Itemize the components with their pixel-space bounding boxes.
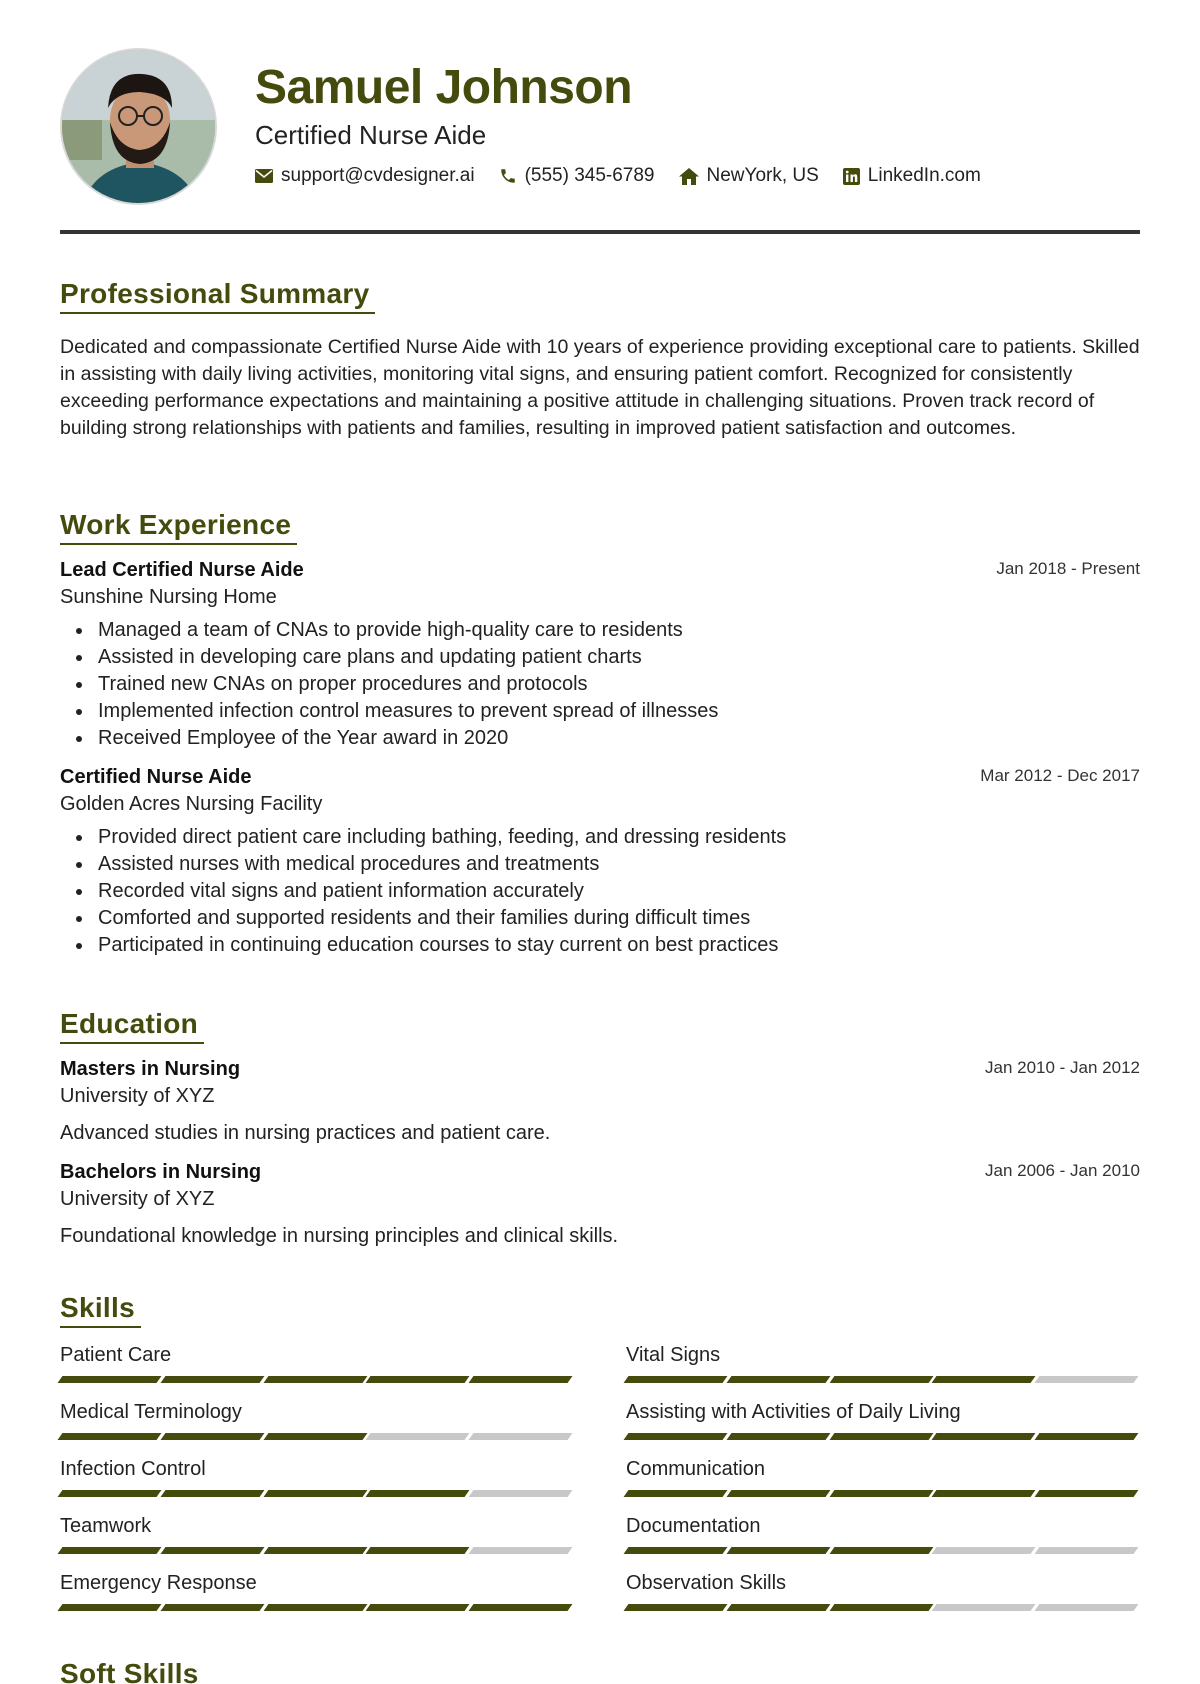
phone-icon	[499, 167, 517, 185]
skill-level-segment-filled	[624, 1490, 728, 1497]
skills-grid	[60, 1344, 1140, 1629]
skill-level-bar	[60, 1433, 574, 1440]
skill-level-segment-filled	[58, 1490, 162, 1497]
list-item: Provided direct patient care including bathing, feeding, and dressing residents	[60, 824, 1140, 851]
skill-item	[60, 1344, 574, 1401]
skill-item	[60, 1458, 574, 1515]
skill-level-segment-filled	[624, 1604, 728, 1611]
skill-level-segment-filled	[829, 1490, 933, 1497]
header-divider	[60, 230, 1140, 234]
skill-level-bar	[60, 1376, 574, 1383]
skill-level-segment-filled	[469, 1604, 573, 1611]
skill-level-segment-empty	[1035, 1604, 1139, 1611]
list-item: Managed a team of CNAs to provide high-quality care to residents	[60, 617, 1140, 644]
skill-level-segment-filled	[58, 1433, 162, 1440]
skill-level-segment-filled	[624, 1433, 728, 1440]
skill-level-segment-filled	[624, 1547, 728, 1554]
skill-level-segment-filled	[932, 1376, 1036, 1383]
skill-level-segment-filled	[932, 1433, 1036, 1440]
skill-item	[60, 1572, 574, 1629]
skill-level-segment-empty	[366, 1433, 470, 1440]
skill-level-segment-filled	[726, 1433, 830, 1440]
skill-level-segment-filled	[726, 1604, 830, 1611]
skill-level-segment-empty	[469, 1433, 573, 1440]
education-heading: Education	[60, 1008, 204, 1044]
skill-level-segment-filled	[263, 1604, 367, 1611]
job-entry	[60, 766, 1140, 959]
skill-name: Assisting with Activities of Daily Living	[626, 1401, 961, 1423]
degree-title: Bachelors in Nursing	[60, 1161, 262, 1183]
contact-email-text: support@cvdesigner.ai	[281, 165, 475, 186]
skill-item	[626, 1458, 1140, 1515]
skill-name: Emergency Response	[60, 1572, 257, 1594]
job-entry	[60, 559, 1140, 752]
skill-level-bar	[60, 1604, 574, 1611]
job-company: Golden Acres Nursing Facility	[60, 793, 323, 815]
education-entry	[60, 1161, 1140, 1248]
skill-level-segment-filled	[160, 1604, 264, 1611]
skill-level-segment-filled	[932, 1490, 1036, 1497]
skill-item	[626, 1515, 1140, 1572]
skill-name: Teamwork	[60, 1515, 152, 1537]
linkedin-icon	[843, 168, 860, 185]
skill-level-segment-filled	[829, 1547, 933, 1554]
envelope-icon	[255, 169, 273, 183]
education-dates: Jan 2010 - Jan 2012	[984, 1058, 1140, 1077]
skills-section	[60, 1292, 1140, 1629]
candidate-name: Samuel Johnson	[255, 61, 633, 114]
job-company: Sunshine Nursing Home	[60, 586, 277, 608]
skill-level-segment-filled	[58, 1604, 162, 1611]
skill-level-bar	[626, 1547, 1140, 1554]
skill-level-segment-filled	[829, 1433, 933, 1440]
skill-name: Documentation	[626, 1515, 761, 1537]
skill-name: Observation Skills	[626, 1572, 787, 1594]
contact-linkedin-text: LinkedIn.com	[867, 165, 981, 186]
skill-level-segment-filled	[726, 1490, 830, 1497]
skill-level-segment-filled	[624, 1376, 728, 1383]
skill-level-segment-filled	[726, 1376, 830, 1383]
list-item: Implemented infection control measures to prevent spread of illnesses	[60, 698, 1140, 725]
skill-name: Medical Terminology	[60, 1401, 242, 1423]
skill-level-segment-filled	[829, 1604, 933, 1611]
skill-level-segment-empty	[469, 1490, 573, 1497]
home-icon	[679, 168, 699, 185]
contact-location-text: NewYork, US	[706, 165, 819, 186]
skill-level-segment-filled	[726, 1547, 830, 1554]
contact-linkedin[interactable]	[843, 165, 981, 187]
skill-level-segment-empty	[932, 1604, 1036, 1611]
skill-level-segment-filled	[366, 1376, 470, 1383]
summary-text: Dedicated and compassionate Certified Nurse Aide with 10 years of experience providing exceptional care to patients. Skilled in assisting with daily living activities, monitoring vital signs, and ensuring patient comfort. Recognized for consistently exceeding performance expectations and maintaining a positive attitude in challenging situations. Proven track record of building strong relationships with patients and families, resulting in improved patient satisfaction and outcomes.	[60, 336, 1140, 439]
skill-level-bar	[60, 1490, 574, 1497]
skill-level-segment-filled	[160, 1433, 264, 1440]
skill-level-segment-filled	[263, 1376, 367, 1383]
education-description: Foundational knowledge in nursing principles and clinical skills.	[60, 1225, 619, 1247]
list-item: Received Employee of the Year award in 2020	[60, 725, 1140, 752]
soft-skills-section	[60, 1658, 1140, 1684]
job-dates: Jan 2018 - Present	[996, 559, 1140, 578]
skill-level-segment-filled	[58, 1547, 162, 1554]
skill-level-segment-filled	[829, 1376, 933, 1383]
skill-name: Patient Care	[60, 1344, 172, 1366]
skill-item	[60, 1515, 574, 1572]
skill-level-segment-filled	[263, 1433, 367, 1440]
skill-level-segment-filled	[58, 1376, 162, 1383]
skills-heading: Skills	[60, 1292, 141, 1328]
skill-level-segment-filled	[160, 1490, 264, 1497]
soft-skills-heading: Soft Skills	[60, 1658, 205, 1684]
degree-title: Masters in Nursing	[60, 1058, 241, 1080]
list-item: Recorded vital signs and patient information accurately	[60, 878, 1140, 905]
skill-level-segment-filled	[263, 1490, 367, 1497]
school-name: University of XYZ	[60, 1085, 215, 1107]
job-title: Certified Nurse Aide	[60, 766, 252, 788]
skill-level-bar	[60, 1547, 574, 1554]
avatar-photo-icon	[62, 50, 217, 205]
resume-page	[60, 0, 1140, 1684]
list-item: Assisted in developing care plans and updating patient charts	[60, 644, 1140, 671]
job-title: Lead Certified Nurse Aide	[60, 559, 304, 581]
candidate-title: Certified Nurse Aide	[255, 120, 487, 150]
skill-name: Infection Control	[60, 1458, 206, 1480]
skill-level-segment-filled	[469, 1376, 573, 1383]
skill-level-segment-filled	[263, 1547, 367, 1554]
skill-level-segment-filled	[160, 1547, 264, 1554]
resume-header	[60, 0, 1140, 236]
experience-section	[60, 509, 1140, 959]
education-section	[60, 1008, 1140, 1248]
job-bullets	[60, 824, 1140, 959]
skill-level-segment-filled	[160, 1376, 264, 1383]
skill-item	[60, 1401, 574, 1458]
school-name: University of XYZ	[60, 1188, 215, 1210]
skill-level-segment-filled	[1035, 1433, 1139, 1440]
experience-heading: Work Experience	[60, 509, 297, 545]
skill-name: Communication	[626, 1458, 765, 1480]
avatar	[60, 48, 217, 205]
contact-list	[255, 165, 1005, 187]
skill-level-bar	[626, 1376, 1140, 1383]
skill-item	[626, 1401, 1140, 1458]
skill-level-segment-empty	[469, 1547, 573, 1554]
list-item: Trained new CNAs on proper procedures and protocols	[60, 671, 1140, 698]
skill-name: Vital Signs	[626, 1344, 721, 1366]
skill-level-segment-empty	[1035, 1547, 1139, 1554]
contact-location	[679, 165, 819, 187]
contact-phone-text: (555) 345-6789	[524, 165, 655, 186]
job-bullets	[60, 617, 1140, 752]
skill-level-bar	[626, 1604, 1140, 1611]
contact-phone[interactable]	[499, 165, 655, 187]
skill-level-segment-filled	[366, 1604, 470, 1611]
list-item: Participated in continuing education courses to stay current on best practices	[60, 932, 1140, 959]
summary-section	[60, 278, 1140, 442]
skill-level-bar	[626, 1490, 1140, 1497]
education-description: Advanced studies in nursing practices and patient care.	[60, 1122, 551, 1144]
list-item: Comforted and supported residents and their families during difficult times	[60, 905, 1140, 932]
skill-item	[626, 1344, 1140, 1401]
education-entry	[60, 1058, 1140, 1145]
skill-level-segment-empty	[1035, 1376, 1139, 1383]
skill-item	[626, 1572, 1140, 1629]
summary-heading: Professional Summary	[60, 278, 375, 314]
skill-level-segment-empty	[932, 1547, 1036, 1554]
skill-level-segment-filled	[366, 1490, 470, 1497]
list-item: Assisted nurses with medical procedures and treatments	[60, 851, 1140, 878]
contact-email[interactable]	[255, 165, 475, 187]
skill-level-segment-filled	[1035, 1490, 1139, 1497]
education-dates: Jan 2006 - Jan 2010	[984, 1161, 1140, 1180]
job-dates: Mar 2012 - Dec 2017	[980, 766, 1140, 785]
skill-level-bar	[626, 1433, 1140, 1440]
skill-level-segment-filled	[366, 1547, 470, 1554]
